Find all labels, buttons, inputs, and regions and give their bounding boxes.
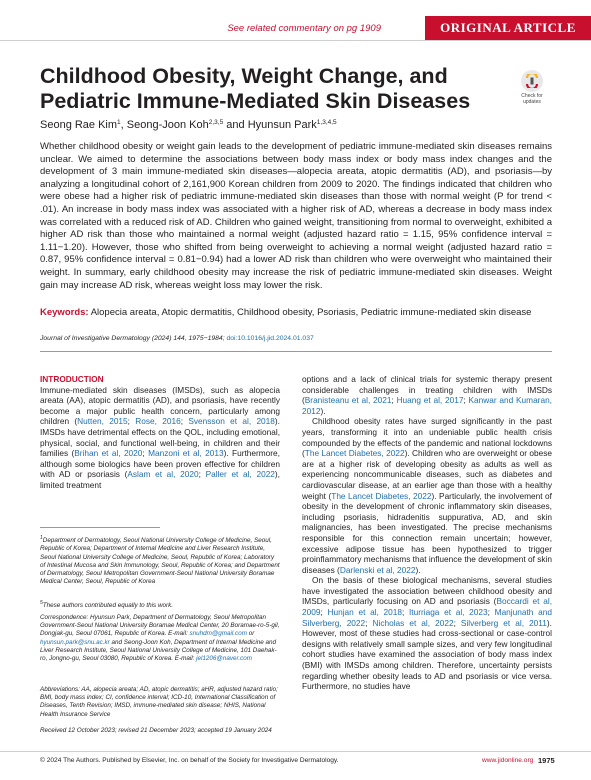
body-paragraph	[302, 416, 552, 575]
copyright-notice: © 2024 The Authors. Published by Elsevier, Inc. on behalf of the Society for Investigative Dermatology.	[40, 757, 339, 764]
reference-link[interactable]: Hunjan et al, 2018	[327, 607, 402, 618]
body-text: ), limited treatment	[40, 469, 280, 490]
email-link[interactable]: jel1206@naver.com	[196, 655, 252, 663]
reference-link[interactable]: Darlenski et al, 2022	[339, 564, 416, 575]
badge-text-2: updates	[523, 99, 541, 105]
article-type-tag: ORIGINAL ARTICLE	[425, 16, 591, 40]
related-commentary-link[interactable]: See related commentary on pg 1909	[227, 23, 381, 34]
email-link[interactable]: snuhdm@gmail.com	[189, 630, 247, 638]
article-title: Childhood Obesity, Weight Change, and Pediatric Immune-Mediated Skin Diseases	[40, 64, 471, 113]
body-text: On the basis of these biological mechanisms, several studies have investigated the association between childhood obesity and IMSDs, particularly focusing on AD and psoriasis (	[302, 575, 552, 607]
author-name: Hyunsun Park	[247, 119, 317, 131]
email-link[interactable]: hyunsun.park@snu.ac.kr	[40, 638, 110, 646]
reference-link[interactable]: Manjunath and Silverberg, 2022	[302, 607, 552, 628]
body-text: options and a lack of clinical trials for systemic therapy present considerable challenges in treating children with IMSDs (	[302, 374, 552, 406]
badge-text-1: Check for	[521, 93, 543, 99]
abstract-text: Whether childhood obesity or weight gain leads to the development of pediatric immune-mediated skin diseases remains unclear. We aimed to determine the associations between body mass index or body mass index changes and the development of 3 main immune-mediated skin diseases—alopecia areata, atopic dermatitis (AD), and psoriasis—by analyzing a longitudinal cohort of 2,161,900 Korean children from 2009 to 2020. The findings indicated that children who were obese had a higher risk of pediatric immune-mediated skin diseases than those with normal weight (P for trend < .01). An increase in body mass index was associated with a higher risk of AD, whereas a decrease in body mass index was correlated with a reduced risk of AD. Children who gained weight, transitioning from normal to overweight, exhibited a higher AD risk than those who maintained a normal weight (adjusted hazard ratio = 1.15, 95% confidence interval = 1.11−1.20). However, those who shifted from being overweight to achieving a normal weight (adjusted hazard ratio = 0.87, 95% confidence interval = 0.81−0.94) had a lower AD risk than children who were overweight who maintained their weight. In summary, early childhood obesity may increase the risk of pediatric immune-mediated skin diseases. Weight gain may increase AD risk, whereas weight loss may lower the risk.	[40, 141, 552, 291]
body-text: ). Children who are overweight or obese are at a higher risk of developing obesity as adults as well as experiencing noncommunicable diseases, such as diabetes and cardiovascular disease, at an earlier age than those with a healthy weight (	[302, 448, 552, 501]
footnote-divider	[40, 527, 160, 528]
affiliations-footnote	[40, 534, 280, 586]
body-paragraph: On the basis of these biological mechanisms, several studies have investigated the association between childhood obesity and IMSDs, particularly focusing on AD and psoriasis (Boccardi et al, 2009; Hunjan et al, 2018; Iturriaga et al, 2023; Manjunath and Silverberg, 2022; Nicholas et al, 2022; Silverberg et al, 2011). However, most of these studies had cross-sectional or case-control designs with relatively small sample sizes, and very few longitudinal cohort studies have examined the association of body mass index (BMI) with IMSDs among children. Therefore, uncertainty persists regarding whether obesity leads to AD and psoriasis or vice versa. Furthermore, no studies have	[302, 575, 552, 692]
footnote-text: These authors contributed equally to this work.	[42, 602, 173, 610]
citation-text: Journal of Investigative Dermatology (2024) 144, 1975−1984;	[40, 335, 225, 342]
body-text: ).	[415, 564, 421, 575]
reference-link[interactable]: The Lancet Diabetes, 2022	[304, 448, 405, 459]
journal-url-link[interactable]: www.jidonline.org	[482, 757, 534, 764]
doi-link[interactable]: doi:10.1016/j.jid.2024.01.037	[226, 335, 314, 342]
body-column-left	[40, 374, 280, 491]
reference-link[interactable]: Nicholas et al, 2022	[372, 617, 454, 628]
footnote-text: Correspondence: Hyunsun Park, Department of Dermatology, Seoul Metropolitan Government-Seoul National University Boramae Medical Center, 20 Boramae-ro-5-gil, Dongjak-gu, Seoul 07061, Republic of Korea. E-mail:	[40, 614, 280, 638]
footnote-sup: 1	[40, 535, 43, 541]
abbreviations-footnote: Abbreviations: AA, alopecia areata; AD, atopic dermatitis; aHR, adjusted hazard ratio; BMI, body mass index; CI, confidence interval; ICD-10, International Classification of Diseases, Tenth Revision; IMSD, immune-mediated skin disease; NHIS, National Health Insurance Service	[40, 686, 278, 718]
body-text: ). Particularly, the involvement of obesity in the development of chronic inflammatory skin diseases, including psoriasis, hidradenitis suppurativa, AD, and skin malignancies, has been investigated. The precise mechanisms responsible for this connection remain uncertain; however, excessive adipose tissue has been hypothesized to trigger proinflammatory mechanisms that influence the development of skin diseases (	[302, 490, 552, 575]
abstract	[40, 141, 552, 292]
footer-divider	[0, 751, 591, 752]
body-text: Childhood obesity rates have surged significantly in the past years, transforming it into an undeniable public health crisis compounded by the effects of the pandemic and national lockdowns (	[302, 416, 552, 459]
reference-link[interactable]: Manzoni et al, 2013	[148, 448, 224, 459]
author-affiliation-sup: 1	[117, 119, 121, 126]
keywords	[40, 307, 552, 319]
reference-link[interactable]: Kanwar and Kumaran, 2012	[302, 395, 552, 416]
reference-link[interactable]: Silverberg et al, 2011	[460, 617, 547, 628]
reference-link[interactable]: Brihan et al, 2020	[74, 448, 143, 459]
body-text: ).	[320, 405, 326, 416]
body-text: ). IMSDs have detrimental effects on the QOL, including emotional, physical, social, and functional well-being, in children and their families (	[40, 416, 280, 459]
received-dates: Received 12 October 2023; revised 21 December 2023; accepted 19 January 2024	[40, 727, 272, 734]
reference-link[interactable]: Huang et al, 2017	[396, 395, 464, 406]
body-text: ). However, most of these studies had cross-sectional or case-control designs with relatively small sample sizes, and very few longitudinal cohort studies have examined the association of body mass index (BMI) with IMSDs among children. Therefore, uncertainty persists regarding whether obesity leads to AD and psoriasis or vice versa. Furthermore, no studies have	[302, 617, 552, 692]
author-affiliation-sup: 2,3,5	[208, 119, 224, 126]
check-updates-icon	[521, 70, 543, 92]
reference-link[interactable]: Branisteanu et al, 2021	[304, 395, 392, 406]
equal-contribution-footnote	[40, 599, 280, 610]
footnote-sup: 5	[40, 600, 43, 606]
author-affiliation-sup: 1,3,4,5	[316, 119, 337, 126]
journal-citation	[40, 335, 314, 342]
journal-header	[0, 0, 591, 40]
abstract-divider	[40, 351, 552, 352]
author-list: Seong Rae Kim$^1$, Seong-Joon Koh$^{2,3,5}$ and Hyunsun Park$^{1,3,4,5}$	[40, 119, 337, 131]
author-name: Seong-Joon Koh	[126, 119, 209, 131]
body-text: ). Furthermore, although some biologics have been proven effective for children with AD or psoriasis (	[40, 448, 280, 480]
footnote-text: or	[248, 630, 255, 638]
body-paragraph: Immune-mediated skin diseases (IMSDs), such as alopecia areata (AA), atopic dermatitis (AD), and psoriasis, have recently become a major public health concern, particularly among children (Nutten, 2015; Rose, 2016; Svensson et al, 2018). IMSDs have detrimental effects on the QOL, including emotional, physical, social, and functional well-being, in children and their families (Brihan et al, 2020; Manzoni et al, 2013). Furthermore, although some biologics have been proven effective for children with AD or psoriasis (Aslam et al, 2020; Paller et al, 2022), limited treatment	[40, 384, 280, 490]
reference-link[interactable]: Svensson et al, 2018	[188, 416, 275, 427]
body-column-right	[302, 374, 552, 692]
reference-link[interactable]: Rose, 2016	[135, 416, 181, 427]
reference-link[interactable]: Nutten, 2015	[77, 416, 128, 427]
check-updates-label	[517, 93, 547, 105]
body-text: Immune-mediated skin diseases (IMSDs), such as alopecia areata (AA), atopic dermatitis (AD), and psoriasis, have recently become a major public health concern, particularly among children (	[40, 384, 280, 427]
footnote-text: Department of Dermatology, Seoul National University College of Medicine, Seoul, Republic of Korea; Department of Internal Medicine and Liver Research Institute, Seoul National University College of Medicine, Seoul, Republic of Korea; Laboratory of Intestinal Mucosa and Skin Immunology, Seoul, Republic of Korea; and Department of Dermatology, Seoul Metropolitan Government-Seoul National University Boramae Medical Center, Seoul, Republic of Korea	[40, 537, 280, 586]
body-paragraph: options and a lack of clinical trials for systemic therapy present considerable challenges in treating children with IMSDs (Branisteanu et al, 2021; Huang et al, 2017; Kanwar and Kumaran, 2012).	[302, 374, 552, 416]
reference-link[interactable]: Iturriaga et al, 2023	[408, 607, 488, 618]
section-heading: INTRODUCTION	[40, 374, 104, 384]
check-for-updates-badge[interactable]	[517, 70, 547, 110]
reference-link[interactable]: Boccardi et al, 2009	[302, 596, 552, 618]
keywords-list: Alopecia areata, Atopic dermatitis, Childhood obesity, Psoriasis, Pediatric immune-mediated skin disease	[90, 307, 532, 318]
header-divider	[0, 40, 591, 41]
author-name: Seong Rae Kim	[40, 119, 118, 131]
reference-link[interactable]: The Lancet Diabetes, 2022	[331, 490, 432, 501]
footnote-text: and Seong-Joon Koh, Department of Internal Medicine and Liver Research Institute, Seoul National University College of Medicine, 101 Daehak-ro, Jongno-gu, Seoul 03080, Republic of Korea. E-mail:	[40, 638, 277, 663]
author-conjunction: and	[226, 119, 245, 131]
page-number: 1975	[538, 756, 555, 765]
reference-link[interactable]: Aslam et al, 2020	[127, 469, 199, 480]
reference-link[interactable]: Paller et al, 2022	[205, 469, 275, 480]
correspondence-footnote	[40, 614, 280, 663]
keywords-label: Keywords:	[40, 307, 89, 318]
